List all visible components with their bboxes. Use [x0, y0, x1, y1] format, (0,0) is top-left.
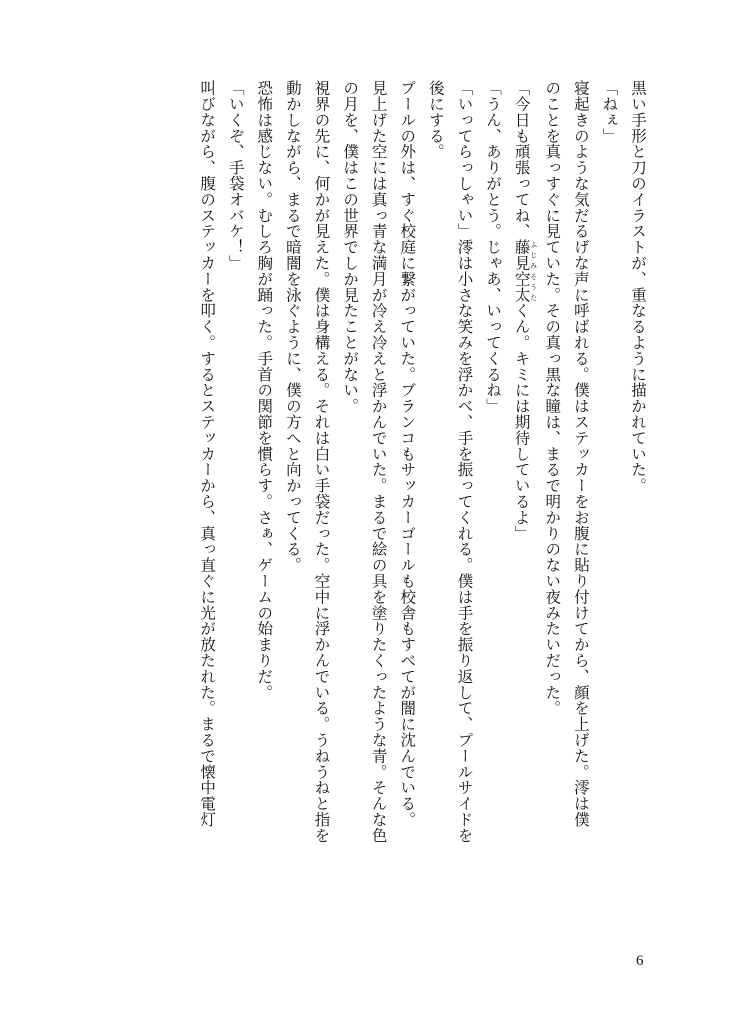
text-line: 叫びながら、腹のステッカーを叩く。するとステッカーから、真っ直ぐに光が放たれた。まるで懐中電灯 — [198, 80, 217, 828]
text-line: 「いってらっしゃい」澪は小さな笑みを浮かべ、手を振ってくれる。僕は手を振り返して、プールサイドを — [455, 80, 474, 844]
text-line: 見上げた空には真っ青な満月が冷え冷えと浮かんでいた。まるで絵の具を塗りたくったような青。そんな色 — [369, 80, 388, 844]
text-line: 「いくぞ、手袋オバケ！」 — [226, 80, 245, 271]
text-line: の月を、僕はこの世界でしか見たことがない。 — [341, 80, 360, 414]
name-ruby — [512, 239, 538, 303]
text-line: 恐怖は感じない。むしろ胸が踊った。手首の関節を慣らす。さぁ、ゲームの始まりだ。 — [255, 80, 274, 701]
line-segment: 「今日も頑張ってね、 — [512, 80, 531, 239]
text-line: 後にする。 — [426, 80, 445, 160]
text-line: 寝起きのような気だるげな声に呼ばれる。僕はステッカーをお腹に貼り付けてから、顔を上げた。澪は僕 — [571, 80, 590, 828]
text-line-with-ruby — [507, 80, 538, 925]
text-line: プールの外は、すぐ校庭に繋がっていた。ブランコもサッカーゴールも校舎もすべてが闇に沈んでいる。 — [398, 80, 417, 828]
line-segment: くん。キミには期待しているよ」 — [512, 302, 531, 542]
text-line: 「ねぇ」 — [600, 80, 619, 144]
vertical-text-body — [62, 80, 652, 925]
page-number: 6 — [636, 953, 644, 969]
text-line: 動かしながら、まるで暗闇を泳ぐように、僕の方へと向かってくる。 — [283, 80, 302, 573]
ruby-base: 藤見空太 — [512, 239, 531, 303]
text-line: 視界の先に、何かが見えた。僕は身構える。それは白い手袋だった。空中に浮かんでいる。うねうねと指を — [312, 80, 331, 844]
text-line: 「うん、ありがとう。じゃあ、いってくるね」 — [484, 80, 503, 414]
text-line: 黒い手形と刀のイラストが、重なるように描かれていた。 — [629, 80, 647, 494]
text-line: のことを真っすぐに見ていた。その真っ黒な瞳は、まるで明かりのない夜みたいだった。 — [543, 80, 562, 716]
ruby-reading: ふじみそうた — [529, 239, 538, 303]
